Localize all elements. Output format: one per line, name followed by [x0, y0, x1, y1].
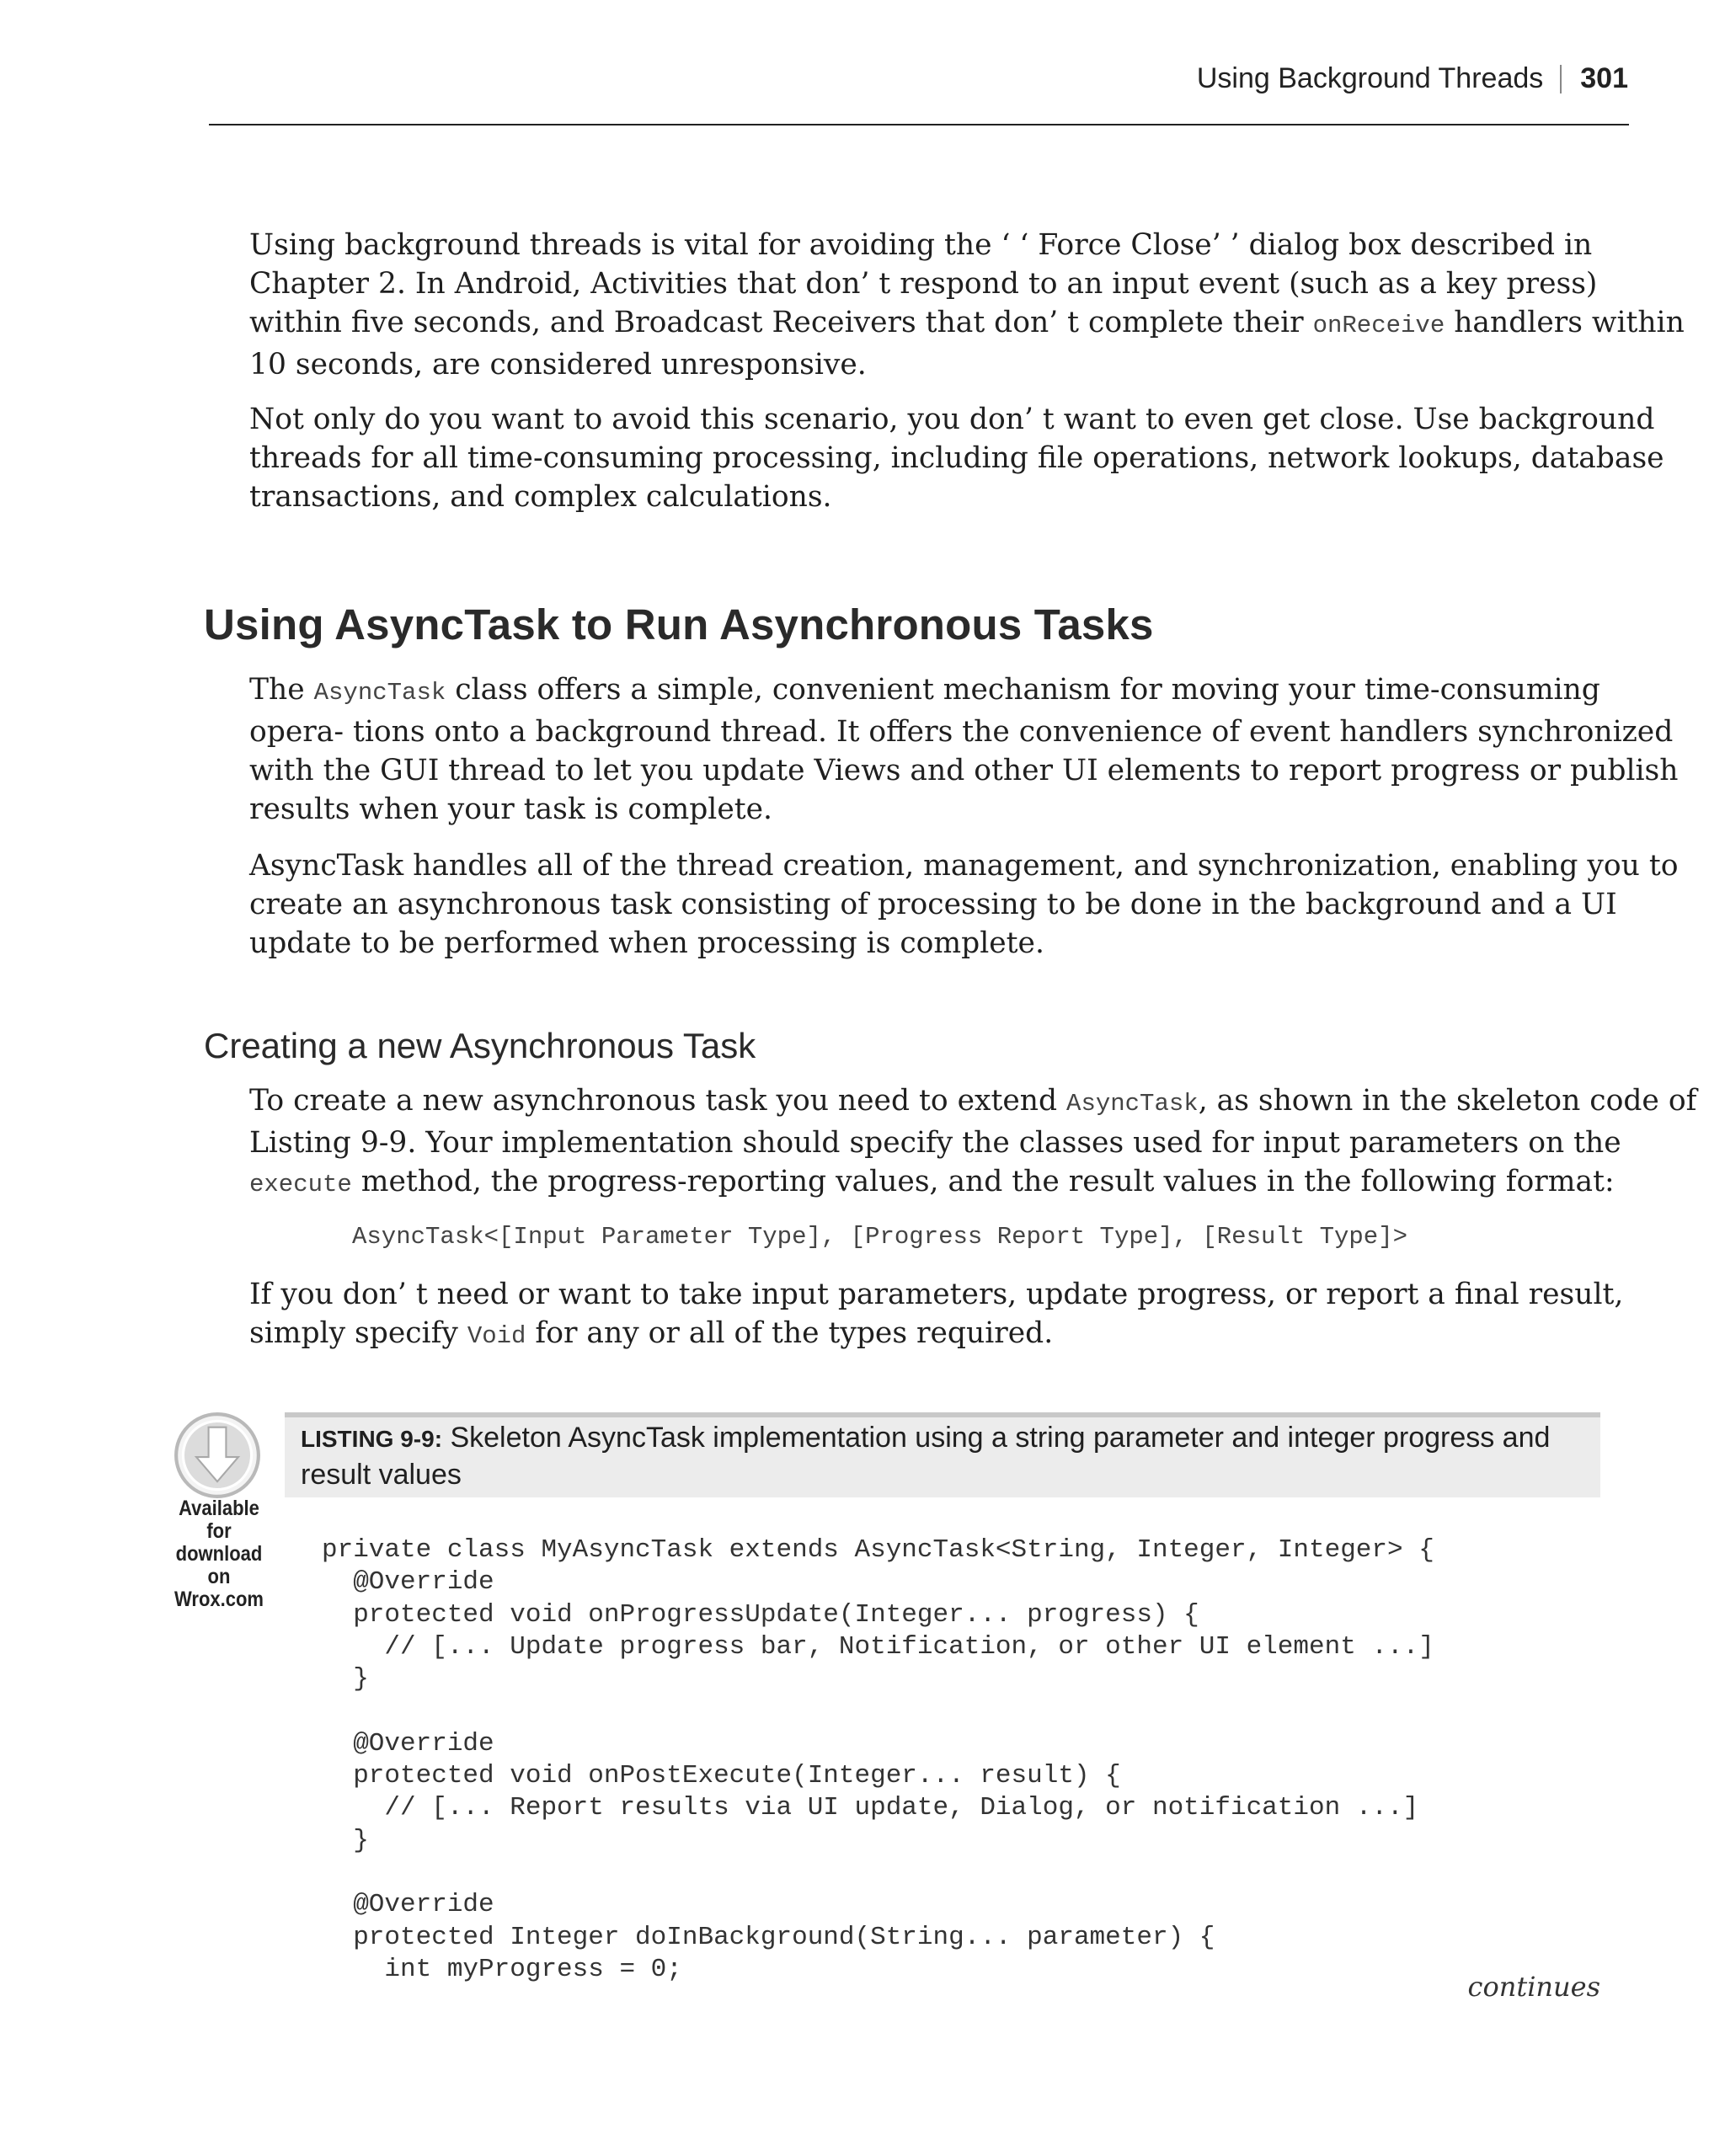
running-head [1197, 62, 1628, 95]
format-line: AsyncTask<[Input Parameter Type], [Progress Report Type], [Result Type]> [352, 1223, 1408, 1251]
text-run: If you don’ t need or want to take input parameters, update progress, or report a final result, simply specify [249, 1278, 1624, 1350]
subsection-paragraph-2 [249, 1275, 1698, 1356]
subsection-heading: Creating a new Asynchronous Task [204, 1026, 756, 1065]
section-paragraph-1 [249, 670, 1698, 829]
text-run: , as shown in the skeleton code of Listing 9-9. Your implementation should specify the classes used for input parameters on the [249, 1084, 1697, 1160]
header-separator [1560, 65, 1562, 93]
text-run: handlers within 10 seconds, are considered unresponsive. [249, 306, 1685, 382]
inline-code: onReceive [1312, 312, 1445, 339]
download-arrow-icon [174, 1412, 261, 1499]
intro-paragraph-2: Not only do you want to avoid this scenario, you don’ t want to even get close. Use background threads for all time-consuming processing, including file operations, network lookups, database transactions, and complex calculations. [249, 403, 1664, 514]
listing-title-text: Skeleton AsyncTask implementation using a string parameter and integer progress and result values [301, 1422, 1551, 1491]
header-rule [209, 124, 1629, 125]
text-run: method, the progress-reporting values, and the result values in the following format: [351, 1165, 1615, 1198]
section-paragraph-2: AsyncTask handles all of the thread creation, management, and synchronization, enabling you to create an asynchronous task consisting of processing to be done in the background and a UI update to be performed when processing is complete. [249, 849, 1679, 960]
section-heading: Using AsyncTask to Run Asynchronous Tasks [204, 600, 1154, 648]
text-run: Using background threads is vital for avoiding the ‘ ‘ Force Close’ ’ dialog box described in Chapter 2. In Android, Activities that don’ t respond to an input event (such as a key press) within five seconds, and Broadcast Receivers that don’ t complete their [249, 228, 1598, 339]
continues-label: continues [1467, 1971, 1600, 2003]
listing-code: private class MyAsyncTask extends AsyncTask<String, Integer, Integer> { @Override protected void onProgressUpdate(Integer... progress) { // [... Update progress bar, Notification, or other UI element ...] } @Override protected void onPostExecute(Integer... result) { // [... Report results via UI update, Dialog, or notification ...] } @Override protected Integer doInBackground(String... parameter) { int myProgress = 0; [322, 1535, 1434, 1984]
listing-title [301, 1420, 1564, 1492]
subsection-paragraph-1 [249, 1081, 1698, 1204]
text-run: The [249, 673, 314, 707]
inline-code: Void [467, 1322, 526, 1350]
inline-code: AsyncTask [1066, 1090, 1199, 1118]
download-availability-text: Available for download on Wrox.com [174, 1497, 264, 1611]
text-run: To create a new asynchronous task you need to extend [249, 1084, 1067, 1118]
running-title: Using Background Threads [1196, 62, 1544, 94]
page-number: 301 [1580, 62, 1628, 94]
text-run: class offers a simple, convenient mechanism for moving your time-consuming opera- tions onto a background thread. It offers the convenience of event handlers synchronized with the GUI thread to let you update Views and other UI elements to report progress or publish results when your task is complete. [249, 673, 1679, 826]
listing-label: LISTING 9-9: [301, 1426, 443, 1452]
text-run: for any or all of the types required. [526, 1316, 1054, 1350]
inline-code: AsyncTask [313, 679, 446, 707]
inline-code: execute [249, 1171, 352, 1198]
intro-paragraph-1 [249, 226, 1698, 384]
